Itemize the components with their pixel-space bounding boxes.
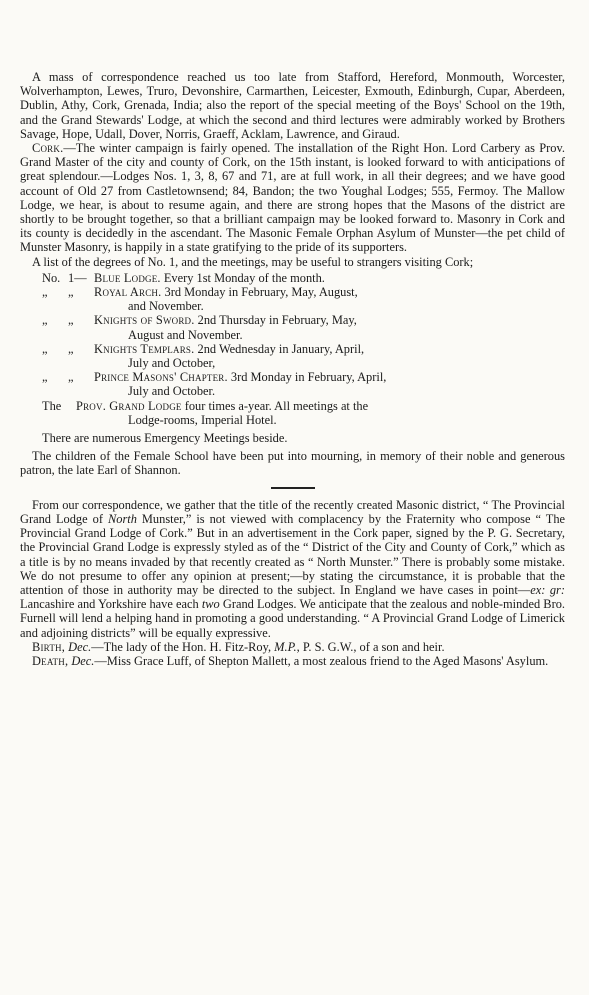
prov-schedule-cont: Lodge-rooms, Imperial Hotel. xyxy=(128,412,277,427)
degree-lead-1: No. xyxy=(42,270,61,285)
degree-schedule-cont: August and November. xyxy=(128,327,243,342)
birth-mp: M.P. xyxy=(274,639,297,654)
degree-lead-2: 1— xyxy=(68,270,87,285)
birth-heading: Birth, xyxy=(32,639,66,654)
degree-lead-2: „ xyxy=(68,370,74,385)
north-text-c: Lancashire and Yorkshire have each xyxy=(20,597,202,612)
degree-lead-1: „ xyxy=(42,313,48,328)
north-emphasis: North xyxy=(107,511,137,526)
degree-schedule: Every 1st Monday of the month. xyxy=(163,270,325,285)
emergency-note: There are numerous Emergency Meetings beside. xyxy=(42,431,288,446)
correspondence-paragraph: A mass of correspondence reached us too late from Stafford, Hereford, Monmouth, Worcester, Wolverhampton, Lewes, Truro, Devonshire, Carmarthen, Leicester, Exmouth, Edinburgh, Cupar, Aberdeen, Dublin, Athy, Cork, Grenada, India; also the report of the special meeting of the Boys' School on the 19th, and the Grand Stewards' Lodge, at which the second and third lectures were admirably worked by Brothers Savage, Hope, Udall, Dover, Norris, Graeff, Acklam, Lawrence, and Giraud. xyxy=(20,70,565,141)
death-date: Dec. xyxy=(71,653,95,668)
prov-lead: The xyxy=(42,398,62,413)
degree-row xyxy=(42,342,565,370)
degree-title: Prince Masons' Chapter. xyxy=(94,370,228,385)
prov-schedule: four times a-year. All meetings at the xyxy=(184,398,369,413)
north-text-b: Munster,” is not viewed with complacency by the Fraternity who compose “ The Provincial Grand Lodge of Cork.” But in an advertisement in the Cork paper, signed by the P. G. Secretary, the Provincial Grand Lodge is expressly styled as of the “ District of the City and County of Cork,” which as a title is by no means invaded by that recently created as “ North Munster.” There is probably some mistake. We do not presume to offer any opinion at present;—by stating the circumstance, it is probable that the attention of those in authority may be directed to the subject. In England we have cases in point— xyxy=(20,511,566,597)
article-body xyxy=(20,70,565,668)
north-emphasis-two: two xyxy=(201,597,220,612)
prov-grand-lodge-row xyxy=(42,399,565,427)
degree-schedule: 2nd Thursday in February, May, xyxy=(197,313,357,328)
degree-title: Blue Lodge. xyxy=(94,270,161,285)
cork-heading: Cork. xyxy=(32,141,64,156)
degree-row xyxy=(42,285,565,313)
degree-schedule-cont: July and October, xyxy=(128,356,216,371)
degree-title: Royal Arch. xyxy=(94,285,162,300)
degree-lead-2: „ xyxy=(68,313,74,328)
birth-text-a: —The lady of the Hon. H. Fitz-Roy, xyxy=(91,639,275,654)
degree-title: Knights Templars. xyxy=(94,341,195,356)
degree-lead-2: „ xyxy=(68,341,74,356)
degree-schedule-cont: July and October. xyxy=(128,384,216,399)
degree-schedule-cont: and November. xyxy=(128,299,204,314)
death-notice xyxy=(20,654,565,668)
degree-title: Knights of Sword. xyxy=(94,313,195,328)
degree-row xyxy=(42,271,565,285)
north-example-abbrev: ex: gr: xyxy=(530,582,566,597)
death-heading: Death, xyxy=(32,653,69,668)
degree-list xyxy=(42,271,565,445)
degree-row xyxy=(42,370,565,398)
list-intro: A list of the degrees of No. 1, and the meetings, may be useful to strangers visiting Cork; xyxy=(32,254,474,269)
death-text: —Miss Grace Luff, of Shepton Mallett, a most zealous friend to the Aged Masons' Asylum. xyxy=(94,653,549,668)
mourning-paragraph: The children of the Female School have been put into mourning, in memory of their noble and generous patron, the late Earl of Shannon. xyxy=(20,449,565,478)
degree-schedule: 3rd Monday in February, April, xyxy=(230,370,387,385)
birth-text-b: , P. S. G.W., of a son and heir. xyxy=(296,639,445,654)
north-munster-paragraph xyxy=(20,498,565,640)
degree-schedule: 3rd Monday in February, May, August, xyxy=(164,285,358,300)
degree-schedule: 2nd Wednesday in January, April, xyxy=(197,341,365,356)
degree-lead-1: „ xyxy=(42,341,48,356)
north-text-d: Grand Lodges. We anticipate that the zealous and noble-minded Bro. Furnell will lend a helping hand in promoting a good understanding. “ A Provincial Grand Lodge of Limerick and adjoining districts” will be equally expressive. xyxy=(20,597,565,640)
birth-date: Dec. xyxy=(68,639,92,654)
prov-title: Prov. Grand Lodge xyxy=(76,398,182,413)
section-separator xyxy=(271,487,315,489)
cork-text: —The winter campaign is fairly opened. The installation of the Right Hon. Lord Carbery as Prov. Grand Master of the city and county of Cork, on the 15th instant, is looked forward to with anticipations of great splendour.—Lodges Nos. 1, 3, 8, 67 and 71, are at full work, in all their degrees; and we have good account of Old 27 from Castletownsend; 84, Bandon; the two Youghal Lodges; 555, Fermoy. The Mallow Lodge, we hear, is about to resume again, and there are strong hopes that the Masons of the district are shortly to be brought together, so that a brilliant campaign may be looked forward to. Masonry in Cork and its county is decidedly in the ascendant. The Masonic Female Orphan Asylum of Munster—the pet child of Munster Masonry, is happily in a state gratifying to the pride of its supporters. xyxy=(20,141,565,255)
degree-lead-1: „ xyxy=(42,370,48,385)
cork-paragraph xyxy=(20,141,565,255)
degree-row xyxy=(42,313,565,341)
degree-lead-1: „ xyxy=(42,285,48,300)
north-text-a: From our correspondence, we gather that the title of the recently created Masonic district, “ The Provincial Grand Lodge of xyxy=(20,497,565,526)
birth-notice xyxy=(20,640,565,654)
degree-lead-2: „ xyxy=(68,285,74,300)
